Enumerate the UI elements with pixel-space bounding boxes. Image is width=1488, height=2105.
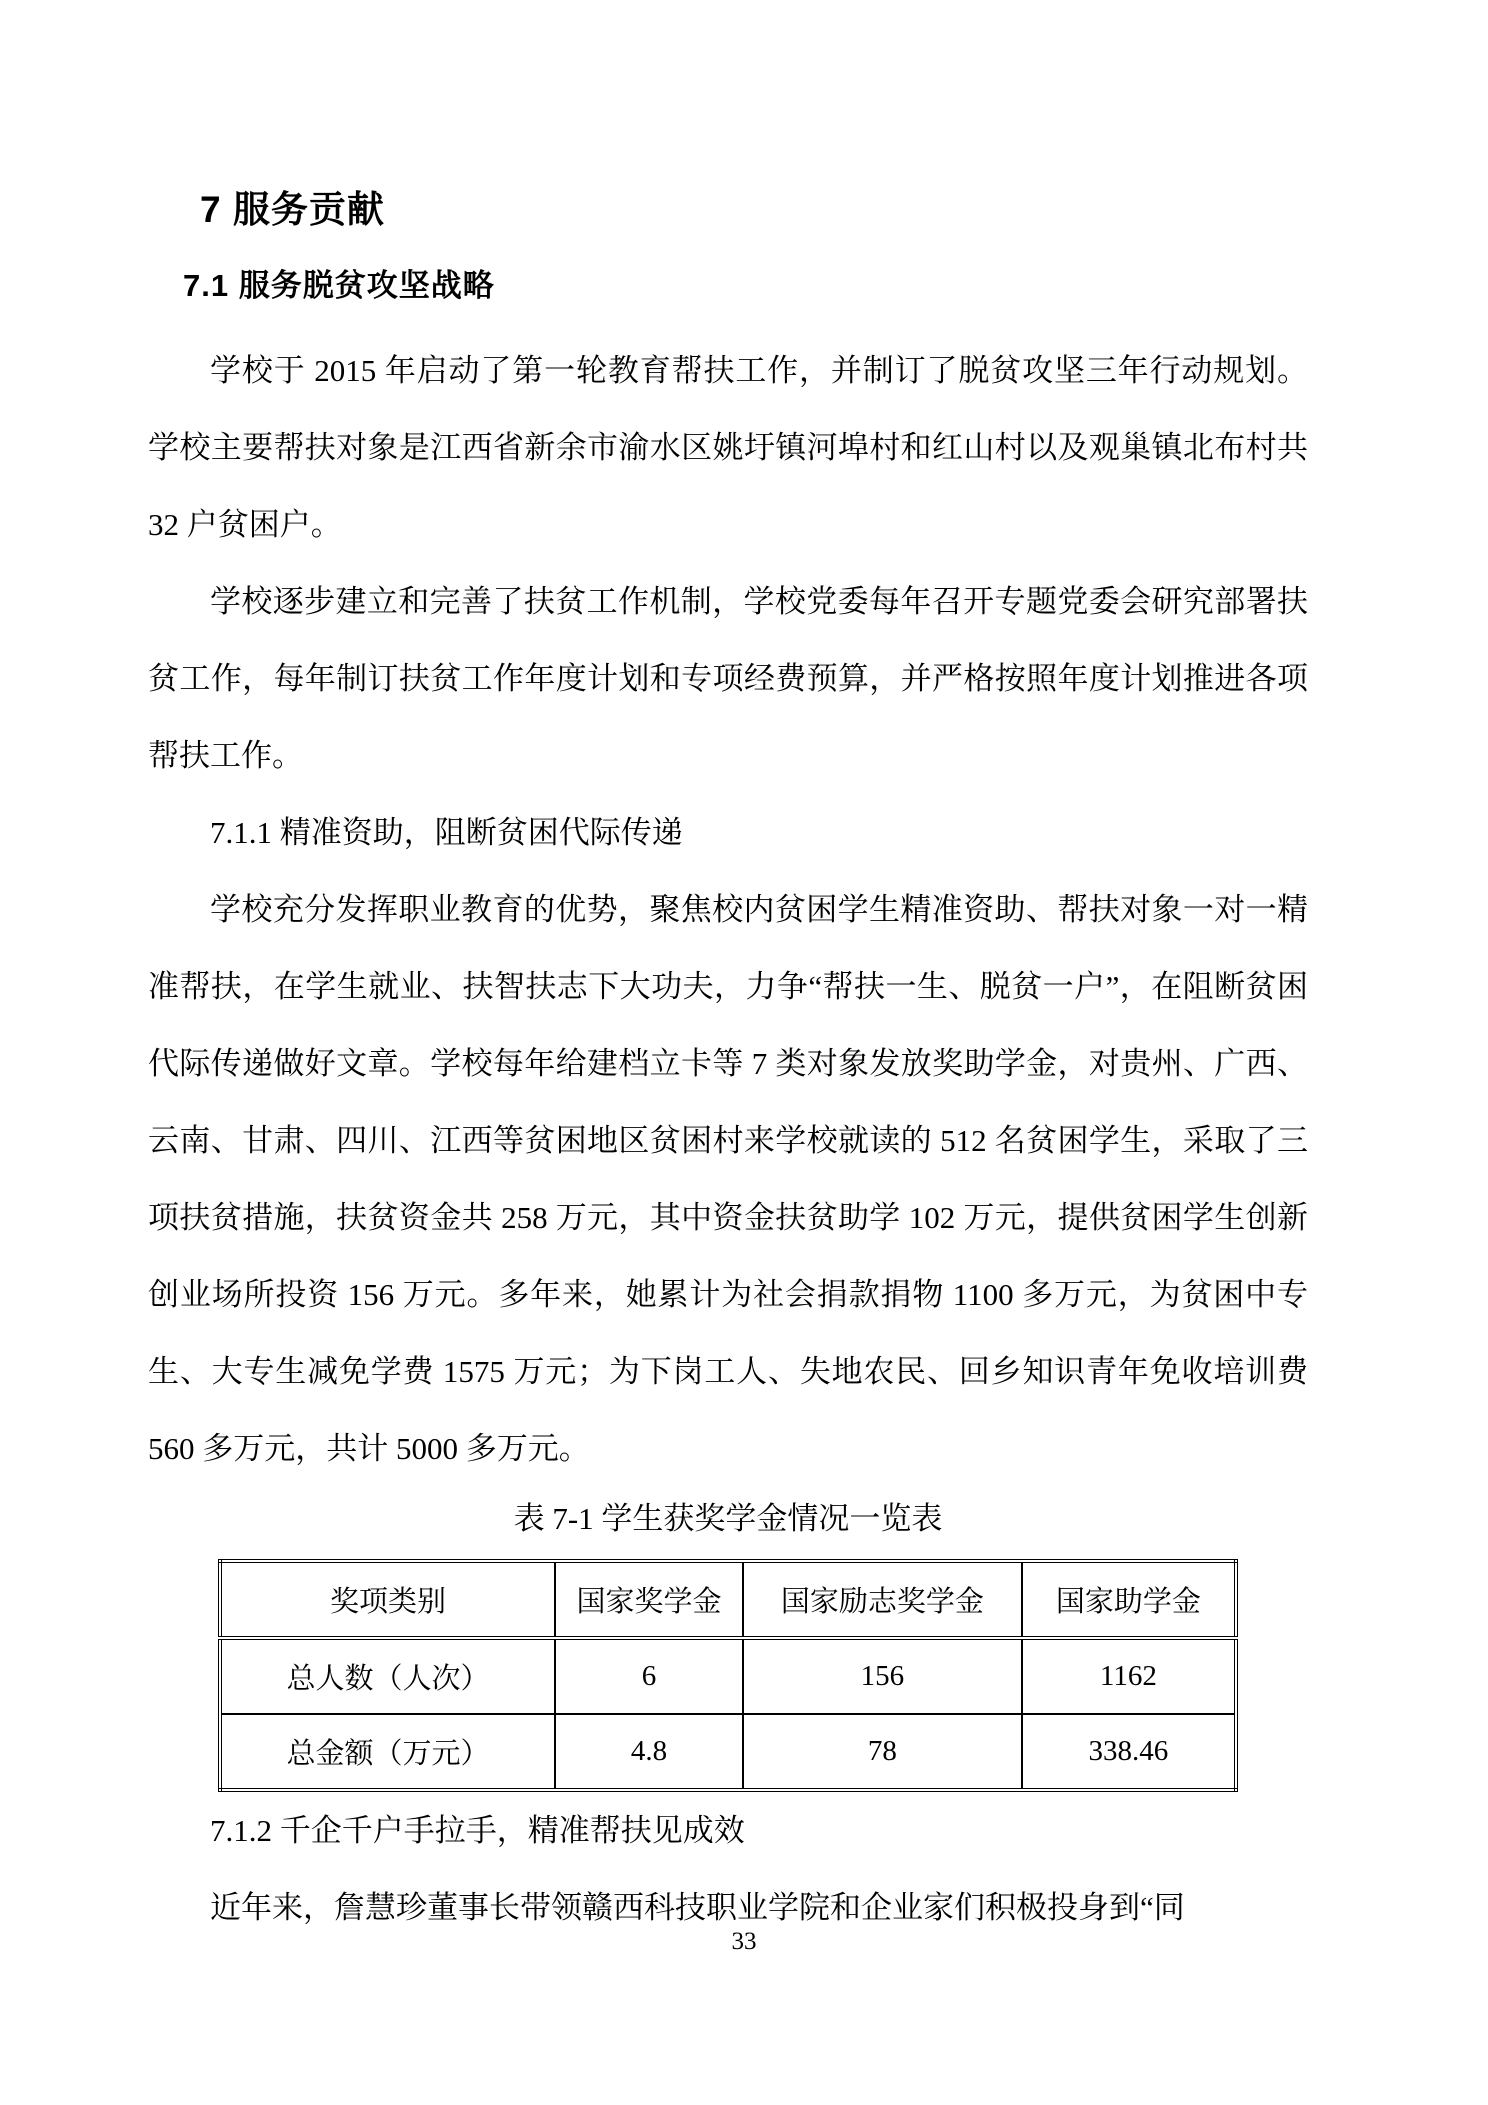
table-row	[220, 1714, 1236, 1790]
paragraph-3: 学校充分发挥职业教育的优势，聚焦校内贫困学生精准资助、帮扶对象一对一精准帮扶，在学生就业、扶智扶志下大功夫，力争“帮扶一生、脱贫一户”，在阻断贫困代际传递做好文章。学校每年给建档立卡等 7 类对象发放奖助学金，对贵州、广西、云南、甘肃、四川、江西等贫困地区贫困村来学校就读的 512 名贫困学生，采取了三项扶贫措施，扶贫资金共 258 万元，其中资金扶贫助学 102 万元，提供贫困学生创新创业场所投资 156 万元。多年来，她累计为社会捐款捐物 1100 多万元，为贫困中专生、大专生减免学费 1575 万元；为下岗工人、失地农民、回乡知识青年免收培训费 560 多万元，共计 5000 多万元。	[148, 892, 1308, 1466]
paragraph-1: 学校于 2015 年启动了第一轮教育帮扶工作，并制订了脱贫攻坚三年行动规划。学校主要帮扶对象是江西省新余市渝水区姚圩镇河埠村和红山村以及观巢镇北布村共 32 户贫困户。	[148, 353, 1308, 542]
cell-people-c: 1162	[1022, 1638, 1236, 1714]
table-caption: 表 7-1 学生获奖学金情况一览表	[513, 1501, 943, 1536]
table-row	[220, 1638, 1236, 1714]
paragraph-4: 近年来，詹慧珍董事长带领赣西科技职业学院和企业家们积极投身到“同	[210, 1890, 1185, 1925]
header-cell-national: 国家奖学金	[555, 1561, 743, 1638]
cell-amount-label: 总金额（万元）	[220, 1714, 555, 1790]
cell-people-b: 156	[743, 1638, 1022, 1714]
page-number: 33	[731, 1928, 757, 1955]
subsubsection-heading-712: 7.1.2 千企千户手拉手，精准帮扶见成效	[210, 1813, 745, 1848]
cell-amount-c: 338.46	[1022, 1714, 1236, 1790]
paragraph-2: 学校逐步建立和完善了扶贫工作机制，学校党委每年召开专题党委会研究部署扶贫工作，每年制订扶贫工作年度计划和专项经费预算，并严格按照年度计划推进各项帮扶工作。	[148, 584, 1308, 773]
subsubsection-heading-711: 7.1.1 精准资助，阻断贫困代际传递	[210, 815, 683, 850]
scholarship-table	[218, 1559, 1238, 1792]
scholarship-table-body	[220, 1638, 1236, 1790]
table-header-row	[220, 1561, 1236, 1638]
cell-people-label: 总人数（人次）	[220, 1638, 555, 1714]
header-cell-category: 奖项类别	[220, 1561, 555, 1638]
cell-amount-b: 78	[743, 1714, 1022, 1790]
cell-people-a: 6	[555, 1638, 743, 1714]
section-heading: 7 服务贡献	[200, 189, 385, 230]
header-cell-grant: 国家助学金	[1022, 1561, 1236, 1638]
header-cell-inspiration: 国家励志奖学金	[743, 1561, 1022, 1638]
document-content	[0, 185, 1488, 1946]
scholarship-table-header	[220, 1561, 1236, 1638]
subsection-heading: 7.1 服务脱贫攻坚战略	[183, 268, 495, 303]
cell-amount-a: 4.8	[555, 1714, 743, 1790]
